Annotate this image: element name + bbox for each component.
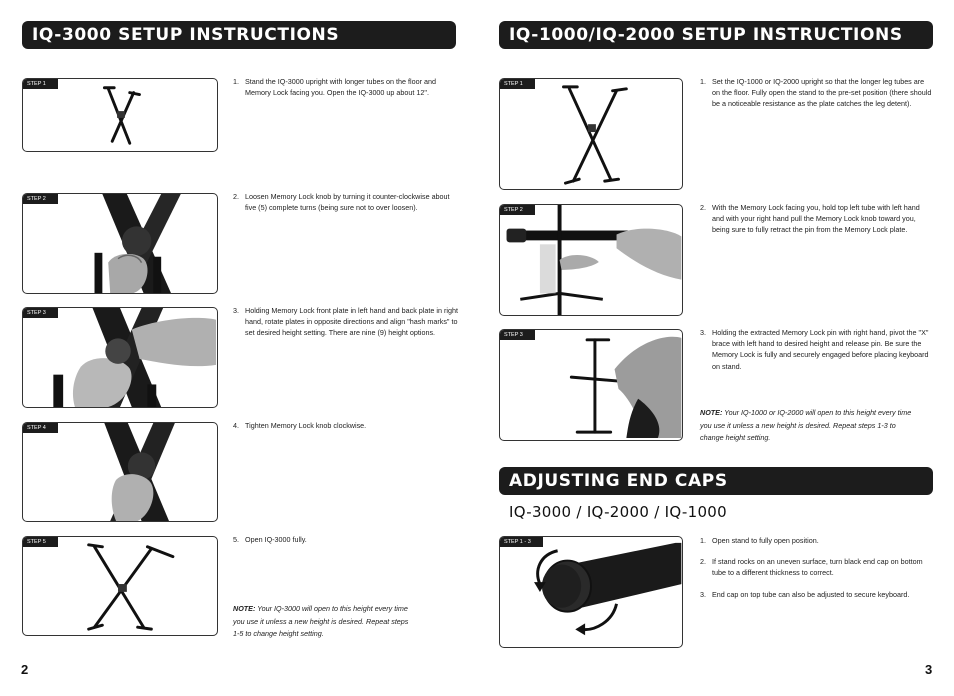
x-stand-preset-illustration — [500, 79, 682, 189]
end-caps-models: IQ-3000 / IQ-2000 / IQ-1000 — [509, 503, 727, 521]
step-tag: STEP 1 — [500, 79, 535, 89]
pivot-x-brace-photo — [500, 330, 682, 440]
step-4-photo — [22, 422, 218, 522]
step-3-text: 3. Holding Memory Lock front plate in left hand and back plate in right hand, rotate plates in opposite directions and align "hash marks" to set desired height setting. There are nine (9) height options. — [233, 306, 458, 338]
step-4-text: 4. Tighten Memory Lock knob clockwise. — [233, 421, 367, 430]
step-tag: STEP 5 — [23, 537, 58, 547]
step-5-text: 5. Open IQ-3000 fully. — [233, 535, 307, 544]
right-step-2-photo — [499, 204, 683, 316]
end-cap-illustration — [500, 537, 682, 647]
page-number-left: 2 — [21, 662, 29, 677]
memory-lock-tighten-photo — [23, 423, 217, 521]
memory-lock-loosen-photo — [23, 194, 217, 293]
step-tag: STEP 1 - 3 — [500, 537, 543, 547]
right-note: NOTE: Your IQ-1000 or IQ-2000 will open to this height every time you use it unless a new height is desired. Repeat steps 1-3 to change height setting. — [700, 408, 912, 442]
right-step-2-text: 2. With the Memory Lock facing you, hold top left tube with left hand and with your right hand pull the Memory Lock knob toward you, being sure to fully retract the pin from the Memory Lock plate. — [700, 203, 920, 235]
x-stand-open-illustration — [23, 537, 217, 635]
right-step-1-photo — [499, 78, 683, 190]
step-tag: STEP 1 — [23, 79, 58, 89]
x-stand-closed-illustration — [23, 79, 217, 151]
step-1-text: 1. Stand the IQ-3000 upright with longer tubes on the floor and Memory Lock facing you. Open the IQ-3000 up about 12". — [233, 77, 436, 98]
step-tag: STEP 3 — [500, 330, 535, 340]
pull-memory-lock-photo — [500, 205, 682, 315]
end-cap-photo — [499, 536, 683, 648]
step-5-photo — [22, 536, 218, 636]
step-2-photo — [22, 193, 218, 294]
right-step-1-text: 1. Set the IQ-1000 or IQ-2000 upright so that the longer leg tubes are on the floor. Fully open the stand to the pre-set position (there should be a noticeable resistance as the plate catches the leg detent). — [700, 77, 932, 109]
right-page-title: IQ-1000/IQ-2000 SETUP INSTRUCTIONS — [499, 21, 933, 49]
right-step-3-text: 3. Holding the extracted Memory Lock pin with right hand, pivot the "X" brace with left hand to desired height and release pin. Be sure the Memory Lock is fully and securely engaged before placing keyboard on stand. — [700, 328, 929, 371]
right-step-3-photo — [499, 329, 683, 441]
step-tag: STEP 2 — [500, 205, 535, 215]
left-note: NOTE: Your IQ-3000 will open to this height every time you use it unless a new height is desired. Repeat steps 1-5 to change height setting. — [233, 604, 409, 638]
left-page-title: IQ-3000 SETUP INSTRUCTIONS — [22, 21, 456, 49]
page-number-right: 3 — [925, 662, 933, 677]
step-1-photo — [22, 78, 218, 152]
step-tag: STEP 3 — [23, 308, 58, 318]
end-caps-title: ADJUSTING END CAPS — [499, 467, 933, 495]
step-2-text: 2. Loosen Memory Lock knob by turning it counter-clockwise about five (5) complete turns (being sure not to over loosen). — [233, 192, 450, 213]
memory-lock-rotate-photo — [23, 308, 217, 407]
step-3-photo — [22, 307, 218, 408]
end-caps-instructions: 1. Open stand to fully open position. 2. If stand rocks on an uneven surface, turn black end cap on bottom tube to a different thickness to correct. 3. End cap on top tube can also be adjusted to secure keyboard. — [700, 536, 923, 599]
step-tag: STEP 4 — [23, 423, 58, 433]
step-tag: STEP 2 — [23, 194, 58, 204]
